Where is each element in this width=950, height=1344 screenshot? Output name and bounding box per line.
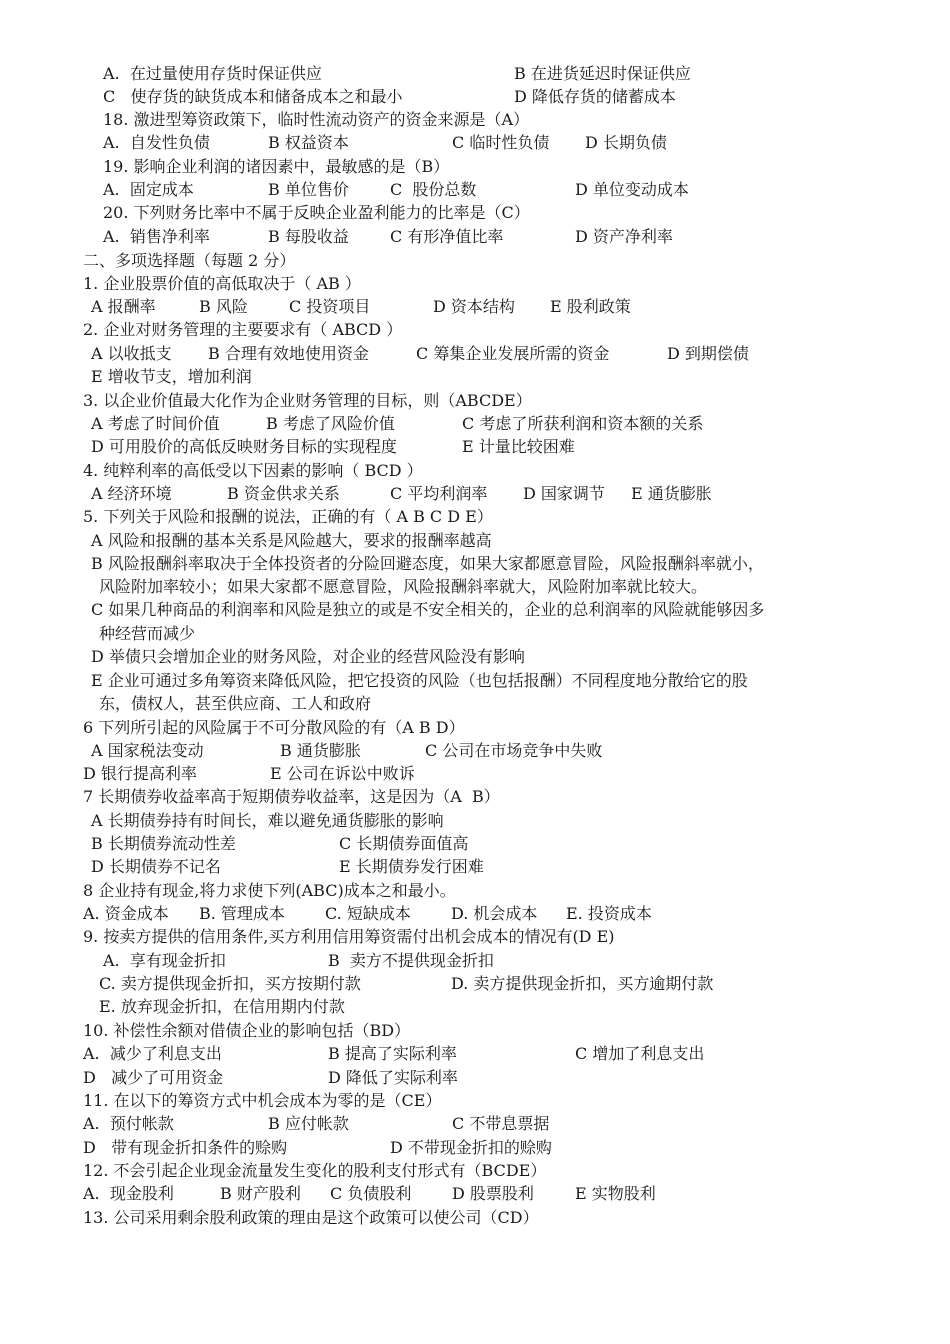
text-line: 20. 下列财务比率中不属于反映企业盈利能力的比率是（C） — [103, 203, 530, 222]
answer-option: E 通货膨胀 — [631, 484, 712, 503]
answer-option: B 财产股利 — [220, 1184, 301, 1203]
answer-option: C. 短缺成本 — [325, 904, 411, 923]
text-line: 东，债权人，甚至供应商、工人和政府 — [99, 694, 372, 713]
text-line: 5. 下列关于风险和报酬的说法，正确的有（ A B C D E） — [83, 507, 493, 526]
answer-option: B 考虑了风险价值 — [266, 414, 395, 433]
text-line: A 长期债券持有时间长，难以避免通货膨胀的影响 — [91, 811, 444, 830]
answer-option: D 长期负债 — [585, 133, 667, 152]
answer-option: B. 管理成本 — [199, 904, 285, 923]
text-line: 风险附加率较小；如果大家都不愿意冒险，风险报酬斜率就大，风险附加率就比较大。 — [99, 577, 708, 596]
answer-option: A. 在过量使用存货时保证供应 — [103, 64, 322, 83]
answer-option: B 应付帐款 — [268, 1114, 349, 1133]
answer-option: C 投资项目 — [289, 297, 371, 316]
answer-option: C. 卖方提供现金折扣，买方按期付款 — [99, 974, 361, 993]
answer-option: A 报酬率 — [91, 297, 156, 316]
answer-option: B 长期债券流动性差 — [91, 834, 236, 853]
answer-option: C 使存货的缺货成本和储备成本之和最小 — [103, 87, 403, 106]
text-line: 4. 纯粹利率的高低受以下因素的影响（ BCD ） — [83, 461, 423, 480]
text-line: 11. 在以下的筹资方式中机会成本为零的是（CE） — [83, 1091, 442, 1110]
text-line: 10. 补偿性余额对借债企业的影响包括（BD） — [83, 1021, 411, 1040]
text-line: 7 长期债券收益率高于短期债券收益率，这是因为（A B） — [83, 787, 500, 806]
answer-option: D 单位变动成本 — [575, 180, 689, 199]
answer-option: E 实物股利 — [575, 1184, 656, 1203]
text-line: A 风险和报酬的基本关系是风险越大，要求的报酬率越高 — [91, 531, 492, 550]
answer-option: B 资金供求关系 — [227, 484, 340, 503]
answer-option: D 带有现金折扣条件的赊购 — [83, 1138, 288, 1157]
answer-option: C 筹集企业发展所需的资金 — [416, 344, 610, 363]
text-line: E. 放弃现金折扣，在信用期内付款 — [99, 997, 345, 1016]
text-line: 6 下列所引起的风险属于不可分散风险的有（A B D） — [83, 718, 465, 737]
text-line: E 企业可通过多角筹资来降低风险，把它投资的风险（也包括报酬）不同程度地分散给它的股 — [91, 671, 748, 690]
answer-option: E 公司在诉讼中败诉 — [270, 764, 415, 783]
answer-option: B 单位售价 — [268, 180, 349, 199]
answer-option: B 卖方不提供现金折扣 — [328, 951, 494, 970]
answer-option: D 不带现金折扣的赊购 — [390, 1138, 552, 1157]
answer-option: A. 享有现金折扣 — [103, 951, 226, 970]
answer-option: A 国家税法变动 — [91, 741, 204, 760]
answer-option: B 权益资本 — [268, 133, 349, 152]
answer-option: D 银行提高利率 — [83, 764, 197, 783]
answer-option: B 每股收益 — [268, 227, 349, 246]
answer-option: C 考虑了所获利润和资本额的关系 — [462, 414, 704, 433]
text-line: 二、多项选择题（每题 2 分） — [83, 251, 296, 270]
answer-option: B 提高了实际利率 — [328, 1044, 457, 1063]
text-line: B 风险报酬斜率取决于全体投资者的分险回避态度，如果大家都愿意冒险，风险报酬斜率就小， — [91, 554, 764, 573]
answer-option: A. 资金成本 — [83, 904, 169, 923]
text-line: 13. 公司采用剩余股利政策的理由是这个政策可以使公司（CD） — [83, 1208, 539, 1227]
answer-option: C 股份总数 — [390, 180, 477, 199]
answer-option: C 公司在市场竞争中失败 — [425, 741, 603, 760]
answer-option: C 负债股利 — [330, 1184, 412, 1203]
answer-option: E 长期债券发行困难 — [339, 857, 484, 876]
answer-option: E 股利政策 — [550, 297, 631, 316]
answer-option: D 降低存货的储蓄成本 — [514, 87, 676, 106]
text-line: 19. 影响企业利润的诸因素中，最敏感的是（B） — [103, 157, 450, 176]
answer-option: D 到期偿债 — [667, 344, 749, 363]
answer-option: A 考虑了时间价值 — [91, 414, 220, 433]
answer-option: C 长期债券面值高 — [339, 834, 469, 853]
answer-option: D 资本结构 — [433, 297, 515, 316]
text-line: 12. 不会引起企业现金流量发生变化的股利支付形式有（BCDE） — [83, 1161, 547, 1180]
text-line: 3. 以企业价值最大化作为企业财务管理的目标，则（ABCDE） — [83, 391, 532, 410]
answer-option: A. 预付帐款 — [83, 1114, 174, 1133]
answer-option: E. 投资成本 — [566, 904, 652, 923]
answer-option: B 风险 — [199, 297, 248, 316]
text-line: 2. 企业对财务管理的主要要求有（ ABCD ） — [83, 320, 403, 339]
text-line: D 举债只会增加企业的财务风险，对企业的经营风险没有影响 — [91, 647, 525, 666]
answer-option: A. 减少了利息支出 — [83, 1044, 222, 1063]
answer-option: A. 现金股利 — [83, 1184, 174, 1203]
answer-option: D. 卖方提供现金折扣，买方逾期付款 — [451, 974, 714, 993]
answer-option: A. 销售净利率 — [103, 227, 210, 246]
answer-option: B 通货膨胀 — [280, 741, 361, 760]
answer-option: C 增加了利息支出 — [575, 1044, 705, 1063]
answer-option: C 有形净值比率 — [390, 227, 504, 246]
answer-option: C 平均利润率 — [390, 484, 488, 503]
answer-option: D 可用股价的高低反映财务目标的实现程度 — [91, 437, 397, 456]
text-line: E 增收节支，增加利润 — [91, 367, 252, 386]
text-line: 种经营而减少 — [99, 624, 196, 643]
answer-option: E 计量比较困难 — [462, 437, 575, 456]
answer-option: A. 固定成本 — [103, 180, 194, 199]
answer-option: D 长期债券不记名 — [91, 857, 221, 876]
answer-option: D 国家调节 — [523, 484, 605, 503]
answer-option: D 减少了可用资金 — [83, 1068, 224, 1087]
answer-option: B 在进货延迟时保证供应 — [514, 64, 691, 83]
answer-option: A 经济环境 — [91, 484, 172, 503]
answer-option: D 股票股利 — [452, 1184, 534, 1203]
text-line: 9. 按卖方提供的信用条件,买方利用信用筹资需付出机会成本的情况有(D E) — [83, 927, 615, 946]
answer-option: C 临时性负债 — [452, 133, 550, 152]
answer-option: C 不带息票据 — [452, 1114, 550, 1133]
answer-option: A 以收抵支 — [91, 344, 172, 363]
answer-option: D 资产净利率 — [575, 227, 673, 246]
answer-option: A. 自发性负债 — [103, 133, 210, 152]
text-line: 1. 企业股票价值的高低取决于（ AB ） — [83, 274, 361, 293]
answer-option: D. 机会成本 — [451, 904, 538, 923]
text-line: C 如果几种商品的利润率和风险是独立的或是不安全相关的，企业的总利润率的风险就能够因多 — [91, 600, 765, 619]
answer-option: B 合理有效地使用资金 — [208, 344, 369, 363]
text-line: 18. 激进型筹资政策下，临时性流动资产的资金来源是（A） — [103, 110, 530, 129]
text-line: 8 企业持有现金,将力求使下列(ABC)成本之和最小。 — [83, 881, 456, 900]
answer-option: D 降低了实际利率 — [328, 1068, 458, 1087]
